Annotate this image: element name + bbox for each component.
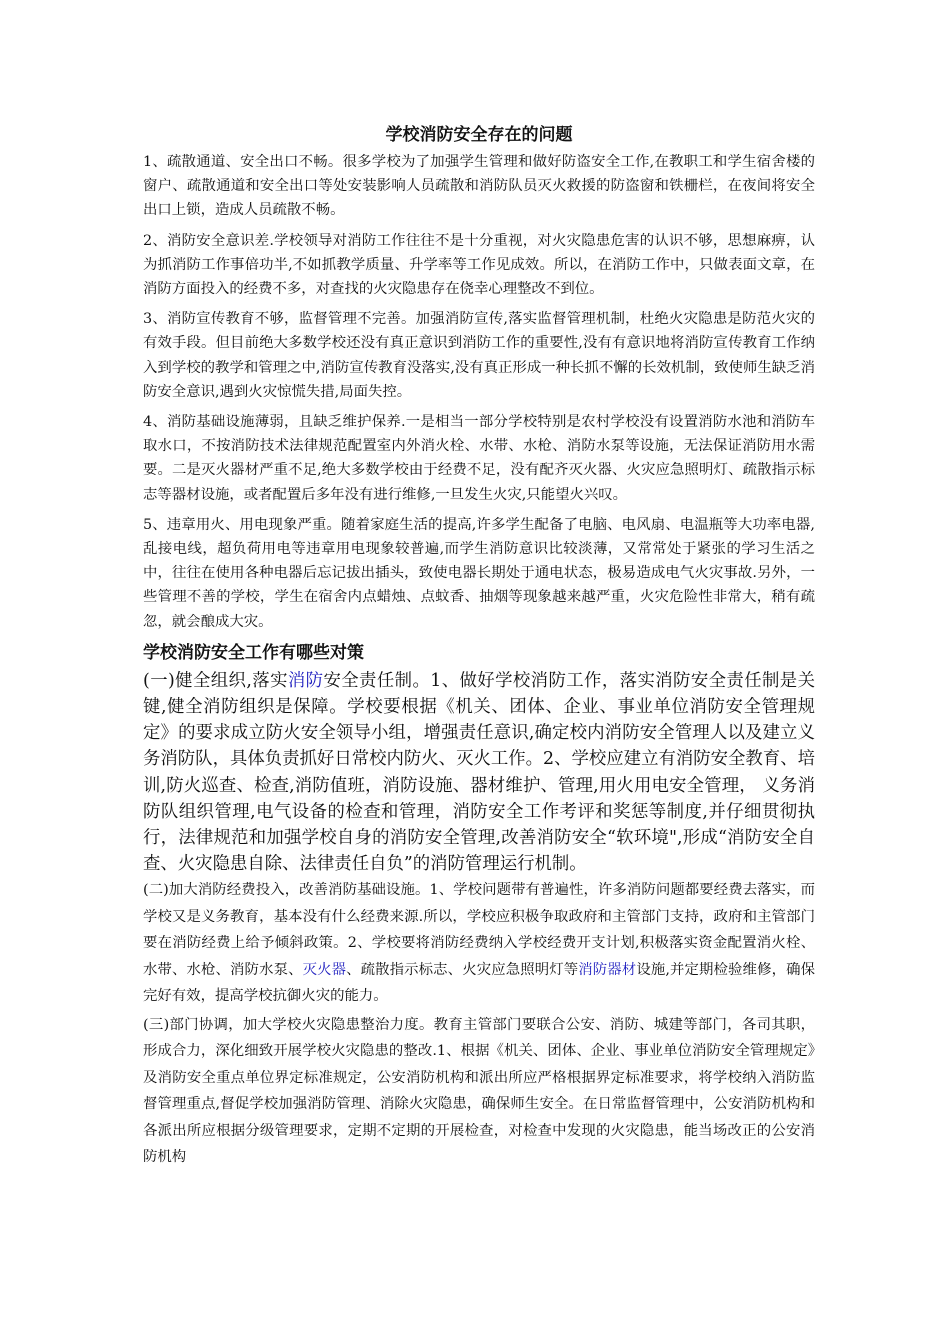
measure1-text-end: 安全责任制。1、做好学校消防工作，落实消防安全责任制是关键,健全消防组织是保障。学校要根据《机关、团体、企业、事业单位消防安全管理规定》的要求成立防火安全领导小组，增强责任意识,确定校内消防安全管理人以及建立义务消防队，具体负责抓好日常校内防火、灭火工作。2、学校应建立有消防安全教育、培训,防火巡查、检查,消防值班，消防设施、器材维护、管理,用火用电安全管理， 义务消防队组织管理,电气设备的检查和管理，消防安全工作考评和奖惩等制度,并仔细贯彻执行，法律规范和加强学校自身的消防安全管理,改善消防安全“软环境",形成“消防安全自查、火灾隐患自除、法律责任自负”的消防管理运行机制。 (143, 670, 815, 875)
measure-paragraph-3: (三)部门协调，加大学校火灾隐患整治力度。教育主管部门要联合公安、消防、城建等部门，各司其职，形成合力，深化细致开展学校火灾隐患的整改.1、根据《机关、团体、企业、事业单位消防安全管理规定》及消防安全重点单位界定标准规定，公安消防机构和派出所应严格根据界定标准要求，将学校纳入消防监督管理重点,督促学校加强消防管理、消除火灾隐患，确保师生安全。在日常监督管理中，公安消防机构和各派出所应根据分级管理要求，定期不定期的开展检查，对检查中发现的火灾隐患，能当场改正的公安消防机构 (143, 1016, 815, 1166)
document-page (143, 122, 815, 1173)
measure1-text-start: (一)健全组织,落实 (143, 670, 288, 691)
measure2-text-part2: 、疏散指示标志、火灾应急照明灯等 (346, 961, 579, 978)
measure-paragraph-1 (143, 668, 815, 878)
problem-paragraph-1: 1、疏散通道、安全出口不畅。很多学校为了加强学生管理和做好防盗安全工作,在教职工和学生宿舍楼的窗户、疏散通道和安全出口等处安装影响人员疏散和消防队员灭火救援的防盗窗和铁栅栏，在夜间将安全出口上锁，造成人员疏散不畅。 (143, 154, 815, 219)
problem-paragraph-4: 4、消防基础设施薄弱，且缺乏维护保养.一是相当一部分学校特别是农村学校没有设置消防水池和消防车取水口，不按消防技术法律规范配置室内外消火栓、水带、水枪、消防水泵等设施，无法保证消防用水需要。二是灭火器材严重不足,绝大多数学校由于经费不足，没有配齐灭火器、火灾应急照明灯、疏散指示标志等器材设施，或者配置后多年没有进行维修,一旦发生火灾,只能望火兴叹。 (143, 414, 815, 503)
measure-paragraph-2 (143, 877, 815, 1010)
fire-equipment-link[interactable]: 消防器材 (578, 961, 637, 978)
measures-heading: 学校消防安全工作有哪些对策 (143, 642, 364, 663)
fire-extinguisher-link[interactable]: 灭火器 (302, 961, 347, 978)
problem-paragraph-2: 2、消防安全意识差.学校领导对消防工作往往不是十分重视，对火灾隐患危害的认识不够，思想麻痹，认为抓消防工作事倍功半,不如抓教学质量、升学率等工作见成效。所以，在消防工作中，只做表面文章，在消防方面投入的经费不多，对查找的火灾隐患存在侥幸心理整改不到位。 (143, 232, 815, 298)
measure2-text-part3: 设施,并定期检验维修，确保完好有效，提高学校抗御火灾的能力。 (143, 961, 815, 1005)
measure2-text-part1: (二)加大消防经费投入，改善消防基础设施。1、学校问题带有普遍性，许多消防问题都要经费去落实，而学校又是义务教育，基本没有什么经费来源.所以，学校应积极争取政府和主管部门支持，政府和主管部门要在消防经费上给予倾斜政策。2、学校要将消防经费纳入学校经费开支计划,积极落实资金配置消火栓、水带、水枪、消防水泵、 (143, 882, 815, 978)
problem-paragraph-3: 3、消防宣传教育不够，监督管理不完善。加强消防宣传,落实监督管理机制，杜绝火灾隐患是防范火灾的有效手段。但目前绝大多数学校还没有真正意识到消防工作的重要性,没有有意识地将消防宣传教育工作纳入到学校的教学和管理之中,消防宣传教育没落实,没有真正形成一种长抓不懈的长效机制，致使师生缺乏消防安全意识,遇到火灾惊慌失措,局面失控。 (143, 311, 815, 400)
problem-paragraph-5: 5、违章用火、用电现象严重。随着家庭生活的提高,许多学生配备了电脑、电风扇、电温瓶等大功率电器,乱接电线，超负荷用电等违章用电现象较普遍,而学生消防意识比较淡薄，又常常处于紧张的学习生活之中，往往在使用各种电器后忘记拔出插头，致使电器长期处于通电状态，极易造成电气火灾事故.另外，一些管理不善的学校，学生在宿舍内点蜡烛、点蚊香、抽烟等现象越来越严重，火灾危险性非常大，稍有疏忽，就会酿成大灾。 (143, 516, 815, 630)
fire-protection-link[interactable]: 消防 (287, 670, 324, 691)
document-title: 学校消防安全存在的问题 (385, 125, 573, 145)
